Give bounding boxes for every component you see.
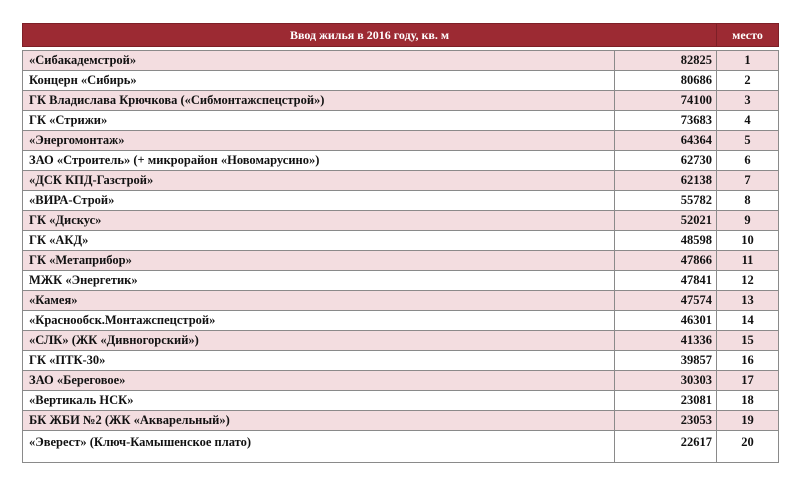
housing-area-cell: 47841 [615,271,717,291]
table-row [23,191,779,211]
company-name-cell: «Энергомонтаж» [23,131,615,151]
rank-cell: 13 [717,291,779,311]
rank-cell: 10 [717,231,779,251]
housing-area-cell: 62730 [615,151,717,171]
rank-cell: 18 [717,391,779,411]
table-row [23,131,779,151]
company-name-cell: ГК «Дискус» [23,211,615,231]
rank-column-header: место [717,24,779,47]
table-title: Ввод жилья в 2016 году, кв. м [23,24,717,47]
company-name-cell: ЗАО «Строитель» (+ микрорайон «Новомарусино») [23,151,615,171]
table-row [23,431,779,463]
rank-cell: 16 [717,351,779,371]
table-row [23,311,779,331]
housing-area-cell: 73683 [615,111,717,131]
company-name-cell: ЗАО «Береговое» [23,371,615,391]
housing-area-cell: 64364 [615,131,717,151]
company-name-cell: БК ЖБИ №2 (ЖК «Акварельный») [23,411,615,431]
rank-cell: 8 [717,191,779,211]
rank-cell: 7 [717,171,779,191]
table-row [23,391,779,411]
housing-area-cell: 23053 [615,411,717,431]
rank-cell: 3 [717,91,779,111]
company-name-cell: «ВИРА-Строй» [23,191,615,211]
table-header-row [23,24,779,47]
company-name-cell: ГК Владислава Крючкова («Сибмонтажспецстрой») [23,91,615,111]
table-row [23,51,779,71]
housing-area-cell: 47574 [615,291,717,311]
rank-cell: 9 [717,211,779,231]
housing-area-cell: 48598 [615,231,717,251]
company-name-cell: ГК «Метаприбор» [23,251,615,271]
table-row [23,251,779,271]
rank-cell: 5 [717,131,779,151]
company-name-cell: «Камея» [23,291,615,311]
housing-area-cell: 41336 [615,331,717,351]
housing-area-cell: 55782 [615,191,717,211]
rank-cell: 17 [717,371,779,391]
rank-cell: 1 [717,51,779,71]
housing-area-cell: 22617 [615,431,717,463]
company-name-cell: ГК «ПТК-30» [23,351,615,371]
housing-area-cell: 30303 [615,371,717,391]
rank-cell: 2 [717,71,779,91]
rank-cell: 11 [717,251,779,271]
rank-cell: 12 [717,271,779,291]
company-name-cell: Концерн «Сибирь» [23,71,615,91]
table-row [23,231,779,251]
table-row [23,151,779,171]
company-name-cell: ГК «АКД» [23,231,615,251]
housing-area-cell: 62138 [615,171,717,191]
company-name-cell: «Сибакадемстрой» [23,51,615,71]
table-row [23,91,779,111]
table-body [23,47,779,463]
company-name-cell: «Вертикаль НСК» [23,391,615,411]
housing-area-cell: 47866 [615,251,717,271]
table-row [23,171,779,191]
housing-ranking-sheet [22,23,778,463]
table-row [23,271,779,291]
rank-cell: 20 [717,431,779,463]
table-row [23,371,779,391]
housing-area-cell: 82825 [615,51,717,71]
table-row [23,71,779,91]
table-row [23,291,779,311]
company-name-cell: МЖК «Энергетик» [23,271,615,291]
housing-area-cell: 23081 [615,391,717,411]
housing-area-cell: 39857 [615,351,717,371]
rank-cell: 4 [717,111,779,131]
rank-cell: 19 [717,411,779,431]
table-row [23,331,779,351]
table-row [23,351,779,371]
company-name-cell: ГК «Стрижи» [23,111,615,131]
rank-cell: 15 [717,331,779,351]
housing-area-cell: 52021 [615,211,717,231]
table-row [23,411,779,431]
company-name-cell: «Краснообск.Монтажспецстрой» [23,311,615,331]
housing-area-cell: 74100 [615,91,717,111]
company-name-cell: «Эверест» (Ключ-Камышенское плато) [23,431,615,463]
rank-cell: 6 [717,151,779,171]
table-row [23,111,779,131]
housing-area-cell: 80686 [615,71,717,91]
table-row [23,211,779,231]
housing-area-cell: 46301 [615,311,717,331]
company-name-cell: «ДСК КПД-Газстрой» [23,171,615,191]
company-name-cell: «СЛК» (ЖК «Дивногорский») [23,331,615,351]
housing-ranking-table [22,23,779,463]
rank-cell: 14 [717,311,779,331]
